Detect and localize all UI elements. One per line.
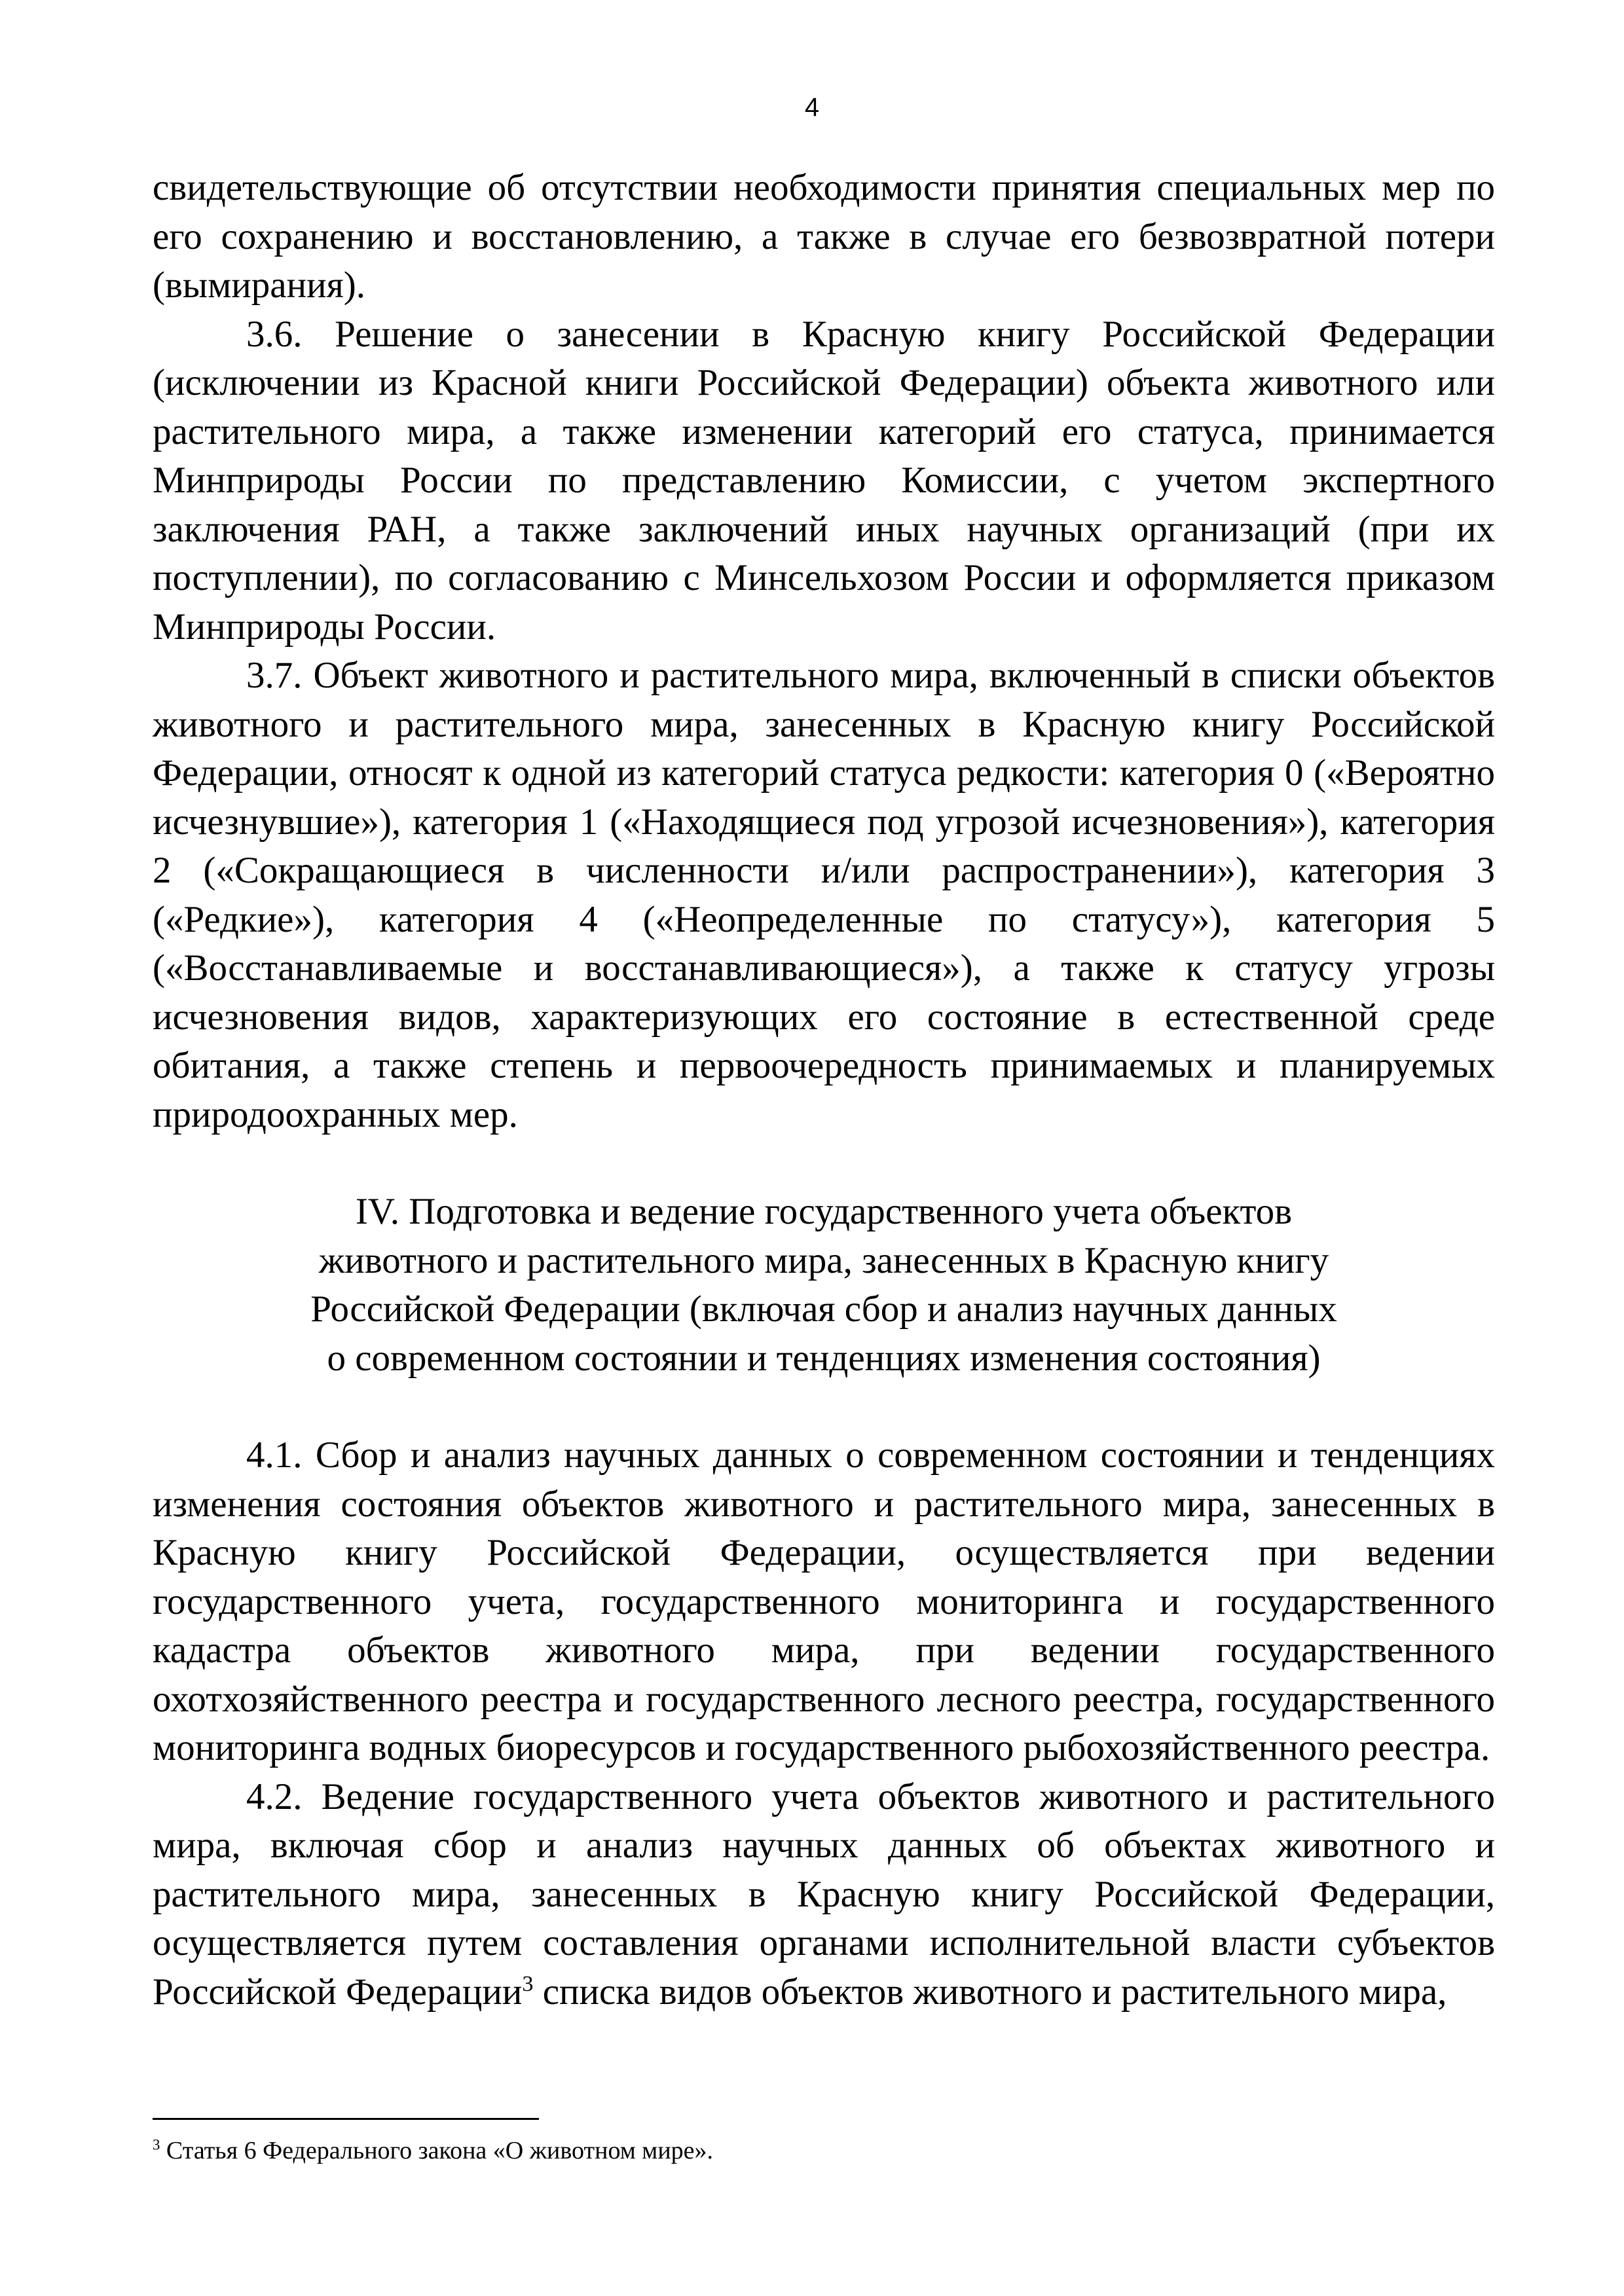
footnote-divider [153,2118,539,2120]
paragraph-3-7: 3.7. Объект животного и растительного мира, включенный в списки объектов животного и растительного мира, занесенных в Красную книгу Российской Федерации, относят к одной из категорий статуса редкости: категория 0 («Вероятно исчезнувшие»), категория 1 («Находящиеся под угрозой исчезновения»), категория 2 («Сокращающиеся в численности и/или распространении»), категория 3 («Редкие»), категория 4 («Неопределенные по статусу»), категория 5 («Восстанавливаемые и восстанавливающиеся»), а также к статусу угрозы исчезновения видов, характеризующих его состояние в естественной среде обитания, а также степень и первоочередность принимаемых и планируемых природоохранных мер. [153,655,1495,1135]
document-body [153,164,1495,2016]
paragraph-4-2-text-end: списка видов объектов животного и растительного мира, [533,1971,1447,2013]
footnote [153,2136,1495,2166]
paragraph-3-6: 3.6. Решение о занесении в Красную книгу Российской Федерации (исключении из Красной книги Российской Федерации) объекта животного или растительного мира, а также изменении категорий его статуса, принимается Минприроды России по представлению Комиссии, с учетом экспертного заключения РАН, а также заключений иных научных организаций (при их поступлении), по согласованию с Минсельхозом России и оформляется приказом Минприроды России. [153,313,1495,647]
section-heading-line: IV. Подготовка и ведение государственного учета объектов [355,1191,1293,1232]
page-number: 4 [804,93,820,122]
section-heading-line: Российской Федерации (включая сбор и анализ научных данных [310,1288,1337,1330]
paragraph-continued: свидетельствующие об отсутствии необходимости принятия специальных мер по его сохранению и восстановлению, а также в случае его безвозвратной потери (вымирания). [153,167,1495,306]
paragraph-4-2 [153,1773,1495,2017]
paragraph-4-2-text: 4.2. Ведение государственного учета объектов животного и растительного мира, включая сбор и анализ научных данных об объектах животного и растительного мира, занесенных в Красную книгу Российской Федерации, осуществляется путем составления органами исполнительной власти субъектов Российской Федерации [153,1776,1495,2013]
footnote-marker: 3 [153,2136,160,2153]
paragraph-4-1: 4.1. Сбор и анализ научных данных о современном состоянии и тенденциях изменения состояния объектов животного и растительного мира, занесенных в Красную книгу Российской Федерации, осуществляется при ведении государственного учета, государственного мониторинга и государственного кадастра объектов животного мира, при ведении государственного охотхозяйственного реестра и государственного лесного реестра, государственного мониторинга водных биоресурсов и государственного рыбохозяйственного реестра. [153,1434,1495,1768]
section-heading-iv [153,1188,1495,1383]
section-heading-line: животного и растительного мира, занесенных в Красную книгу [318,1239,1329,1281]
footnote-reference: 3 [522,1971,534,1996]
section-heading-line: о современном состоянии и тенденциях изменения состояния) [327,1337,1321,1379]
footnote-text: Статья 6 Федерального закона «О животном мире». [160,2137,714,2164]
